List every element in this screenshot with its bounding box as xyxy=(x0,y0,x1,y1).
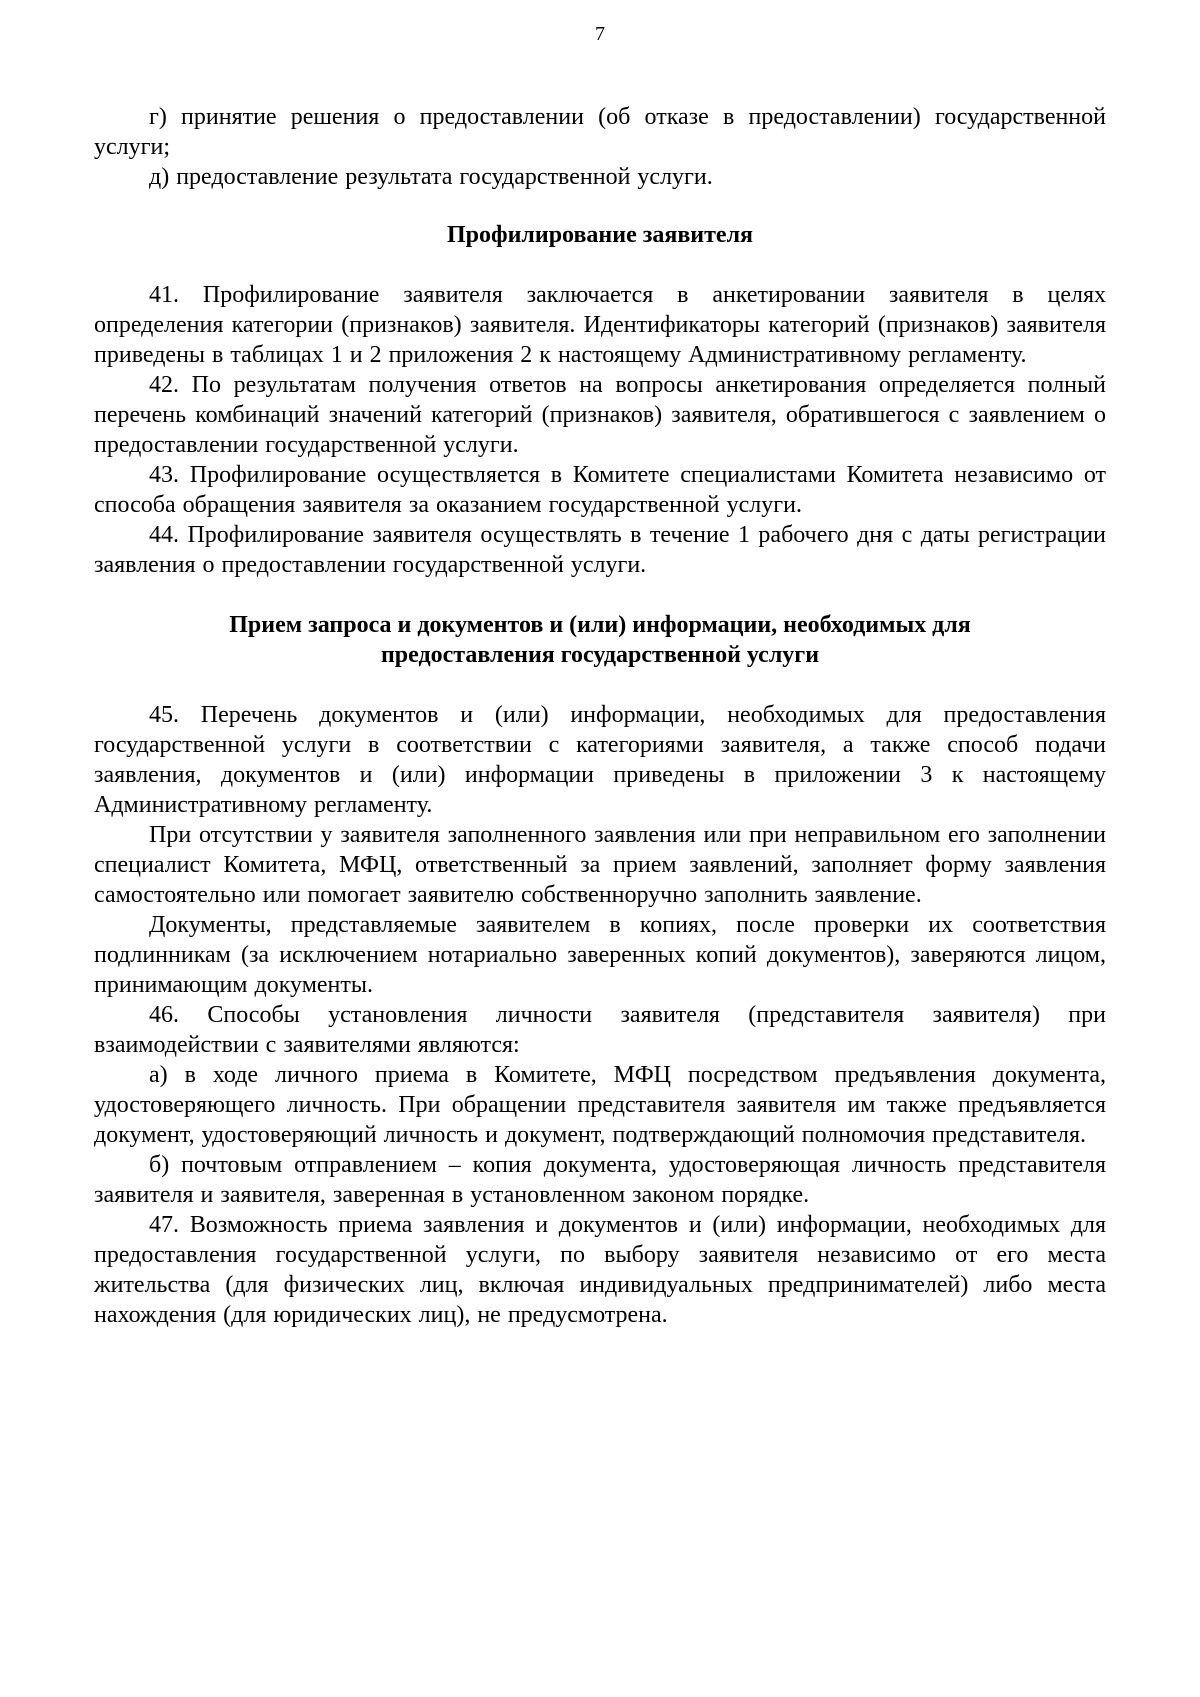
section-heading-request-intake xyxy=(94,610,1106,670)
paragraph-42: 42. По результатам получения ответов на вопросы анкетирования определяется полный перечень комбинаций значений категорий (признаков) заявителя, обратившегося с заявлением о предоставлении государственной услуги. xyxy=(94,372,1106,458)
paragraph-41: 41. Профилирование заявителя заключается в анкетировании заявителя в целях определения категории (признаков) заявителя. Идентификаторы категорий (признаков) заявителя приведены в таблицах 1 и 2 приложения 2 к настоящему Административному регламенту. xyxy=(94,282,1106,368)
paragraph-43: 43. Профилирование осуществляется в Комитете специалистами Комитета независимо от способа обращения заявителя за оказанием государственной услуги. xyxy=(94,462,1106,518)
list-item-g: г) принятие решения о предоставлении (об отказе в предоставлении) государственной услуги; xyxy=(94,104,1106,160)
list-item-d: д) предоставление результата государственной услуги. xyxy=(149,164,713,190)
paragraph-45: 45. Перечень документов и (или) информации, необходимых для предоставления государственной услуги в соответствии с категориями заявителя, а также способ подачи заявления, документов и (или) информации приведены в приложении 3 к настоящему Административному регламенту. xyxy=(94,702,1106,818)
section-heading-line-2: предоставления государственной услуги xyxy=(380,642,820,668)
paragraph-47: 47. Возможность приема заявления и документов и (или) информации, необходимых для предоставления государственной услуги, по выбору заявителя независимо от его места жительства (для физических лиц, включая индивидуальных предпринимателей) либо места нахождения (для юридических лиц), не предусмотрена. xyxy=(94,1212,1106,1328)
paragraph-document-copies: Документы, представляемые заявителем в копиях, после проверки их соответствия подлинникам (за исключением нотариально заверенных копий документов), заверяются лицом, принимающим документы. xyxy=(94,912,1106,998)
paragraph-missing-application: При отсутствии у заявителя заполненного заявления или при неправильном его заполнении специалист Комитета, МФЦ, ответственный за прием заявлений, заполняет форму заявления самостоятельно или помогает заявителю собственноручно заполнить заявление. xyxy=(94,822,1106,908)
paragraph-46-b: б) почтовым отправлением – копия документа, удостоверяющая личность представителя заявителя и заявителя, заверенная в установленном законом порядке. xyxy=(94,1152,1106,1208)
section-heading-line-1: Прием запроса и документов и (или) информации, необходимых для xyxy=(229,612,971,638)
page-number: 7 xyxy=(595,23,605,45)
paragraph-44: 44. Профилирование заявителя осуществлять в течение 1 рабочего дня с даты регистрации заявления о предоставлении государственной услуги. xyxy=(94,522,1106,578)
paragraph-46: 46. Способы установления личности заявителя (представителя заявителя) при взаимодействии с заявителями являются: xyxy=(94,1002,1106,1058)
section-heading-profiling: Профилирование заявителя xyxy=(446,222,754,248)
paragraph-46-a: а) в ходе личного приема в Комитете, МФЦ посредством предъявления документа, удостоверяющего личность. При обращении представителя заявителя им также предъявляется документ, удостоверяющий личность и документ, подтверждающий полномочия представителя. xyxy=(94,1062,1106,1148)
